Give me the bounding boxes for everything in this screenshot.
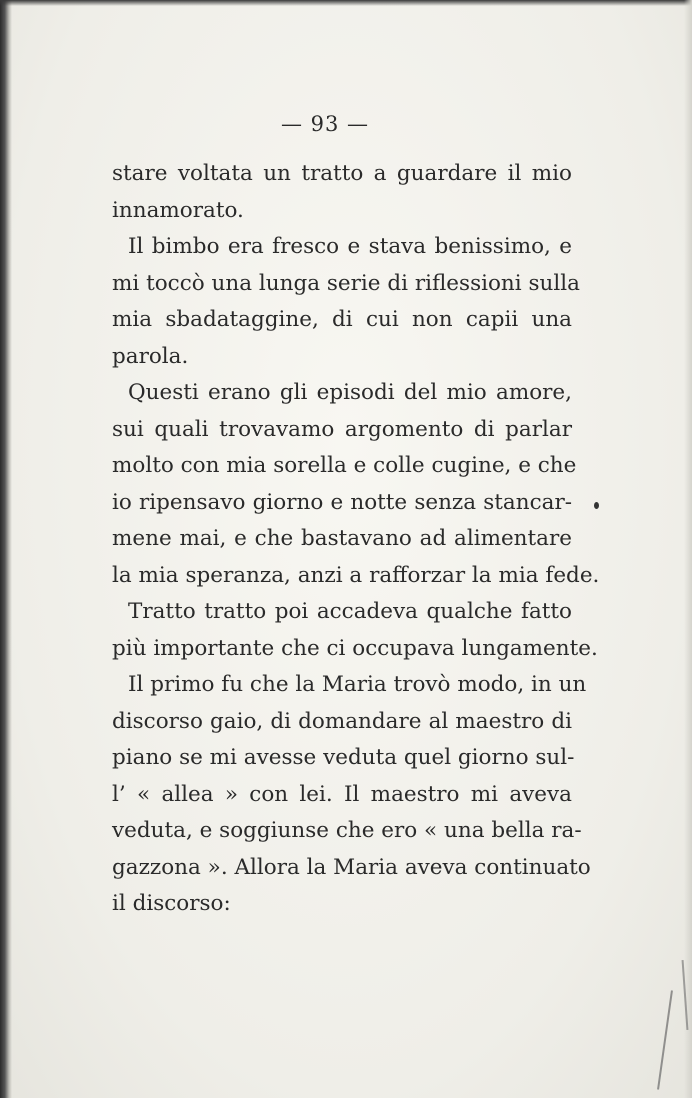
text-line: mene mai, e che bastavano ad alimentare [112, 526, 572, 551]
page-number: — 93 — [280, 112, 370, 136]
binding-shadow [0, 0, 12, 1098]
text-line: innamorato. [112, 197, 244, 223]
text-line: il discorso: [112, 891, 231, 916]
top-edge-shadow [0, 0, 692, 6]
paper-scratch [657, 990, 673, 1089]
text-line: discorso gaio, di domandare al maestro di [112, 708, 572, 734]
text-line: più importante che ci occupava lungamente. [112, 635, 598, 661]
text-line: piano se mi avesse veduta quel giorno sul- [112, 745, 575, 770]
text-line: gazzona ». Allora la Maria aveva continuato [112, 854, 591, 880]
text-line: veduta, e soggiunse che ero « una bella ra- [112, 818, 582, 843]
text-line: l’ « allea » con lei. Il maestro mi aveva [112, 781, 572, 807]
body-text [112, 156, 600, 923]
ink-speck [594, 502, 599, 509]
text-line: io ripensavo giorno e notte senza stancar- [112, 489, 572, 515]
text-line: la mia speranza, anzi a rafforzar la mia fede. [112, 562, 600, 588]
text-line: stare voltata un tratto a guardare il mio [112, 161, 572, 186]
right-edge-shadow [684, 0, 692, 1098]
text-line: Tratto tratto poi accadeva qualche fatto [128, 599, 572, 624]
text-line: molto con mia sorella e colle cugine, e che [112, 453, 577, 478]
text-line: mi toccò una lunga serie di riflessioni sulla [112, 270, 580, 296]
text-line: Il bimbo era fresco e stava benissimo, e [128, 234, 572, 259]
text-line: parola. [112, 343, 189, 369]
text-line: Il primo fu che la Maria trovò modo, in un [128, 672, 587, 697]
text-line: sui quali trovavamo argomento di parlar [112, 416, 572, 442]
text-line: mia sbadataggine, di cui non capii una [112, 307, 572, 332]
text-line: Questi erano gli episodi del mio amore, [128, 380, 572, 405]
